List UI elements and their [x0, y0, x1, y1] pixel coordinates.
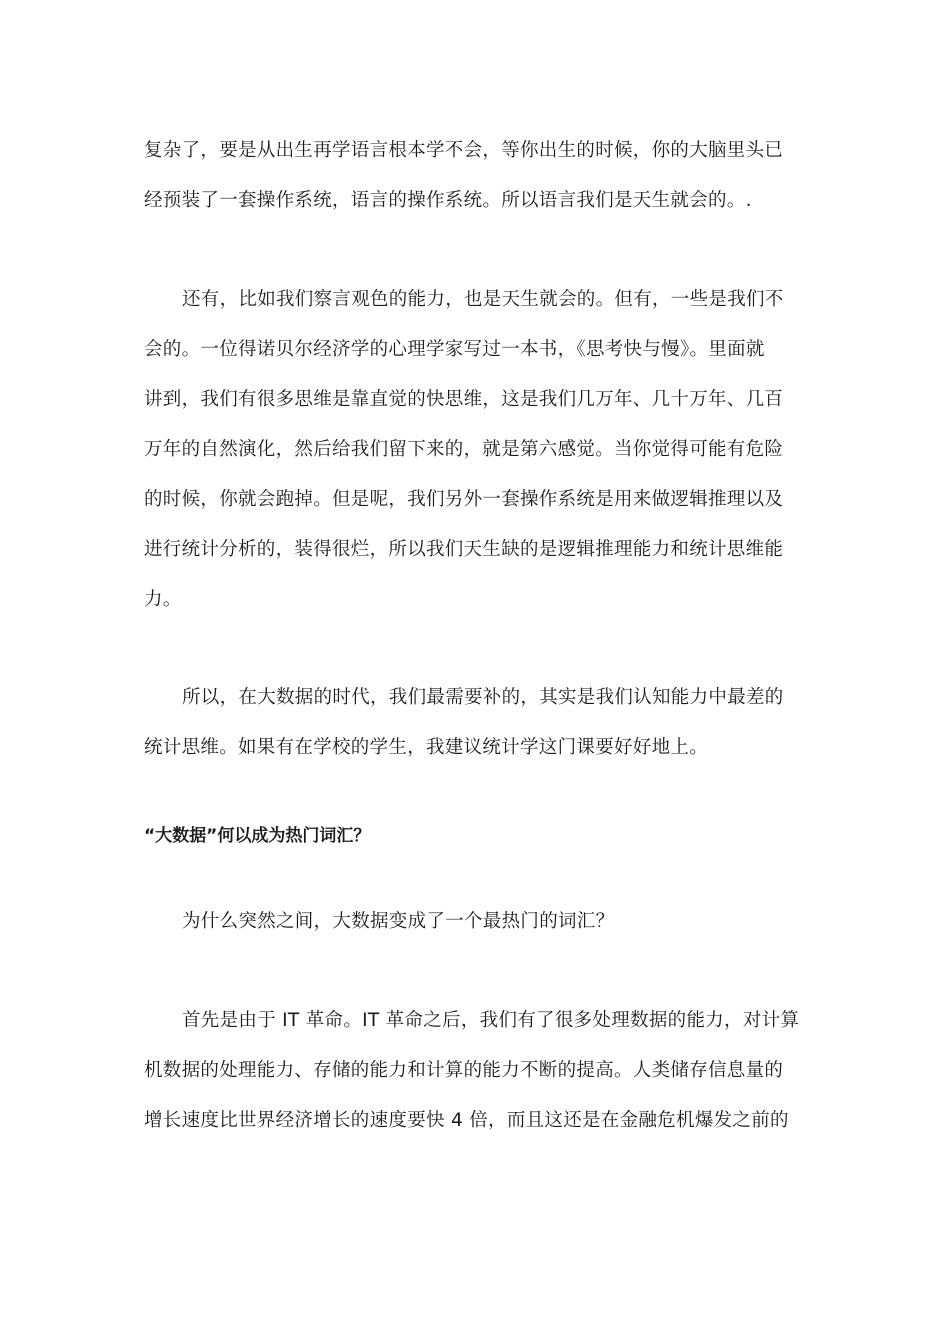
paragraph-line: 所以，在大数据的时代，我们最需要补的，其实是我们认知能力中最差的 — [182, 687, 784, 708]
paragraph-line: 力。 — [144, 589, 182, 610]
paragraph-line: 会的。一位得诺贝尔经济学的心理学家写过一本书，《思考快与慢》。里面就 — [144, 339, 765, 360]
paragraph-line: 统计思维。如果有在学校的学生，我建议统计学这门课要好好地上。 — [144, 737, 709, 758]
paragraph-line: 的时候，你就会跑掉。但是呢，我们另外一套操作系统是用来做逻辑推理以及 — [144, 489, 784, 510]
paragraph-line: 复杂了，要是从出生再学语言根本学不会，等你出生的时候，你的大脑里头已 — [144, 140, 784, 161]
paragraph-line: 首先是由于 IT 革命。IT 革命之后，我们有了很多处理数据的能力，对计算 — [182, 1010, 800, 1031]
paragraph-line: 进行统计分析的，装得很烂，所以我们天生缺的是逻辑推理能力和统计思维能 — [144, 539, 784, 560]
paragraph-line: 机数据的处理能力、存储的能力和计算的能力不断的提高。人类储存信息量的 — [144, 1060, 784, 1081]
paragraph-line: 还有，比如我们察言观色的能力，也是天生就会的。但有，一些是我们不 — [182, 289, 784, 310]
paragraph-line: 为什么突然之间，大数据变成了一个最热门的词汇？ — [182, 911, 615, 932]
paragraph-line: 增长速度比世界经济增长的速度要快 4 倍，而且这还是在金融危机爆发之前的 — [144, 1110, 789, 1131]
paragraph-line: 经预装了一套操作系统，语言的操作系统。所以语言我们是天生就会的。. — [144, 190, 752, 211]
paragraph-line: 讲到，我们有很多思维是靠直觉的快思维，这是我们几万年、几十万年、几百 — [144, 389, 784, 410]
paragraph-line: 万年的自然演化，然后给我们留下来的，就是第六感觉。当你觉得可能有危险 — [144, 439, 784, 460]
section-heading: “大数据”何以成为热门词汇？ — [144, 826, 371, 846]
